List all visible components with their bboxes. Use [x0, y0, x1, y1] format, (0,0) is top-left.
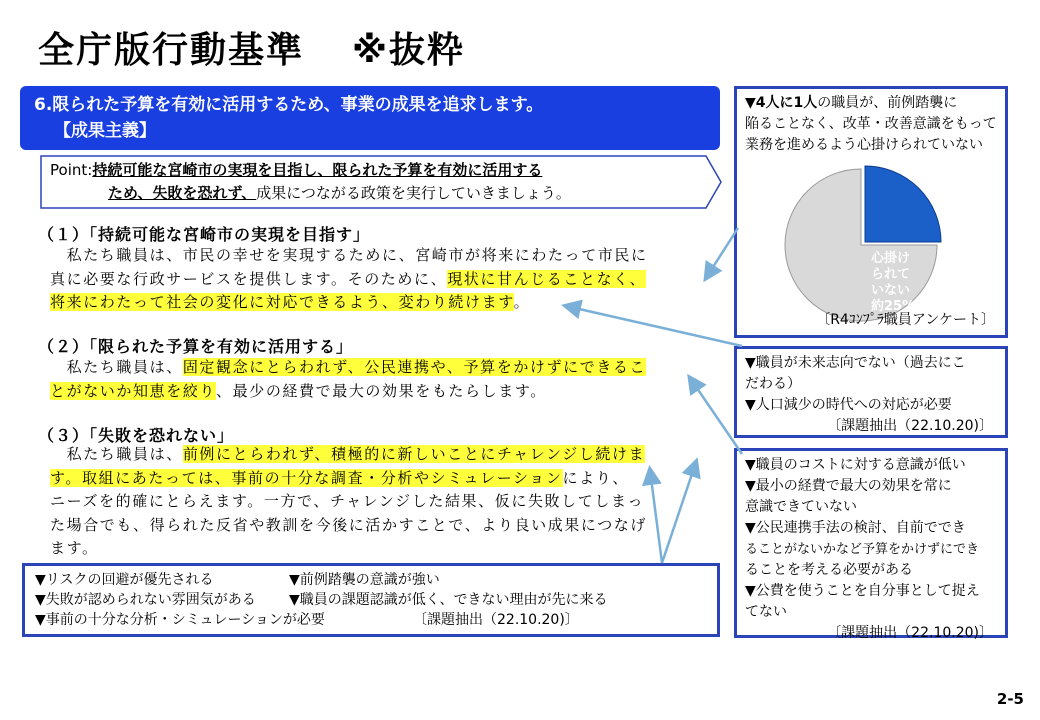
title-main: 全庁版行動基準	[38, 30, 305, 71]
box3-line2: ▼最小の経費で最大の効果を常に	[745, 478, 952, 494]
bottom-source: 〔課題抽出（22.10.20)〕	[413, 612, 579, 628]
box2-line3: ▼人口減少の時代への対応が必要	[745, 397, 952, 413]
section3-line3: ニーズを的確にとらえます。一方で、チャレンジした結果、仮に失敗してしまっ	[50, 492, 645, 510]
bottom-item-analysis: ▼事前の十分な分析・シミュレーションが必要	[35, 612, 325, 628]
box3-line4: ▼公民連携手法の検討、自前ででき	[745, 520, 966, 536]
box3-line8: てない	[745, 604, 787, 620]
section1-heading: （１）「持続可能な宮崎市の実現を目指す」	[38, 225, 371, 244]
box3-line6: ることを考える必要がある	[745, 562, 913, 578]
survey-line2: 陥ることなく、改革・改善意識をもって	[745, 116, 997, 132]
section1-line2-text: 真に必要な行政サービスを提供します。そのために、	[50, 269, 448, 288]
section3-line2-text: により、	[562, 468, 629, 487]
point-label: Point:	[50, 161, 93, 179]
section3-line1-text: 私たち職員は、	[50, 445, 183, 463]
pie-label-line2: られて	[871, 267, 911, 282]
box2-line1: ▼職員が未来志向でない（過去にこ	[745, 355, 966, 371]
section3-line1-highlight: 前例にとらわれず、積極的に新しいことにチャレンジし続けま	[182, 445, 646, 463]
box3-line1: ▼職員のコストに対する意識が低い	[745, 457, 966, 473]
section2-line1-text: 私たち職員は、	[50, 358, 183, 376]
page-number: 2-5	[996, 690, 1024, 708]
box2-source: 〔課題抽出（22.10.20)〕	[827, 418, 993, 434]
section2-line2-highlight: とがないか知恵を絞り	[50, 381, 217, 400]
arrow-box2-to-sec1	[566, 306, 742, 346]
section2-line1-highlight: 固定観念にとらわれず、公民連携や、予算をかけずにできるこ	[182, 358, 647, 376]
survey-line1-rest: の職員が、前例踏襲に	[817, 95, 958, 111]
survey-marker: ▼	[745, 95, 756, 111]
point-underlined-2: ため、失敗を恐れず、	[108, 184, 257, 202]
box2-line2: だわる）	[745, 376, 801, 392]
survey-line3: 業務を進めるよう心掛けられていない	[745, 137, 983, 153]
section1-line2-highlight: 現状に甘んじることなく、	[447, 269, 647, 288]
section3-line2-highlight: す。取組にあたっては、事前の十分な調査・分析やシミュレーション	[50, 468, 563, 487]
pie-label-line1: 心掛け	[871, 251, 911, 266]
section1-line3-text: 。	[513, 293, 531, 311]
title-sub: ※抜粋	[352, 30, 466, 71]
section1-line3-highlight: 将来にわたって社会の変化に対応できるよう、変わり続けます	[50, 293, 514, 311]
box3-line5: ることがないかなど予算をかけずにでき	[745, 542, 980, 557]
arrow-box3-to-sec2	[690, 378, 742, 454]
bottom-item-awareness: ▼職員の課題認識が低く、できない理由が先に来る	[289, 592, 608, 608]
arrow-bottom-to-sec3a	[650, 470, 662, 563]
box3-line7: ▼公費を使うことを自分事として捉え	[745, 583, 980, 599]
section3-heading: （３）「失敗を恐れない」	[38, 426, 235, 445]
banner-line2: 【成果主義】	[54, 121, 156, 141]
section2-line2-text: 、最少の経費で最大の効果をもたらします。	[216, 381, 547, 400]
bottom-item-risk: ▼リスクの回避が優先される	[35, 572, 214, 588]
arrow-survey-to-sec1	[706, 228, 738, 278]
point-underlined-1: 持続可能な宮崎市の実現を目指し、限られた予算を有効に活用する	[92, 161, 543, 179]
section3-line5: ます。	[50, 539, 99, 557]
section3-line4: た場合でも、得られた反省や教訓を今後に活かすことで、より良い成果につなげ	[50, 515, 648, 534]
arrow-bottom-to-sec3b	[662, 462, 696, 563]
survey-source: 〔R4ｺﾝﾌﾟﾗ職員アンケート〕	[816, 312, 995, 328]
box3-line3: 意識できていない	[745, 499, 857, 515]
point-rest: 成果につながる政策を実行していきましょう。	[256, 184, 571, 202]
pie-label-line4: 約25%	[871, 299, 916, 314]
bottom-item-precedent: ▼前例踏襲の意識が強い	[289, 572, 440, 588]
banner-line1: 6.限られた予算を有効に活用するため、事業の成果を追求します。	[34, 95, 544, 115]
bottom-item-failure: ▼失敗が認められない雰囲気がある	[35, 592, 256, 608]
section2-heading: （２）「限られた予算を有効に活用する」	[38, 337, 354, 356]
section1-line1: 私たち職員は、市民の幸せを実現するために、宮崎市が将来にわたって市民に	[50, 246, 648, 264]
pie-label-line3: いない	[871, 283, 911, 298]
survey-emphasis: 4人に1人	[755, 95, 818, 111]
box3-source: 〔課題抽出（22.10.20)〕	[827, 625, 993, 641]
